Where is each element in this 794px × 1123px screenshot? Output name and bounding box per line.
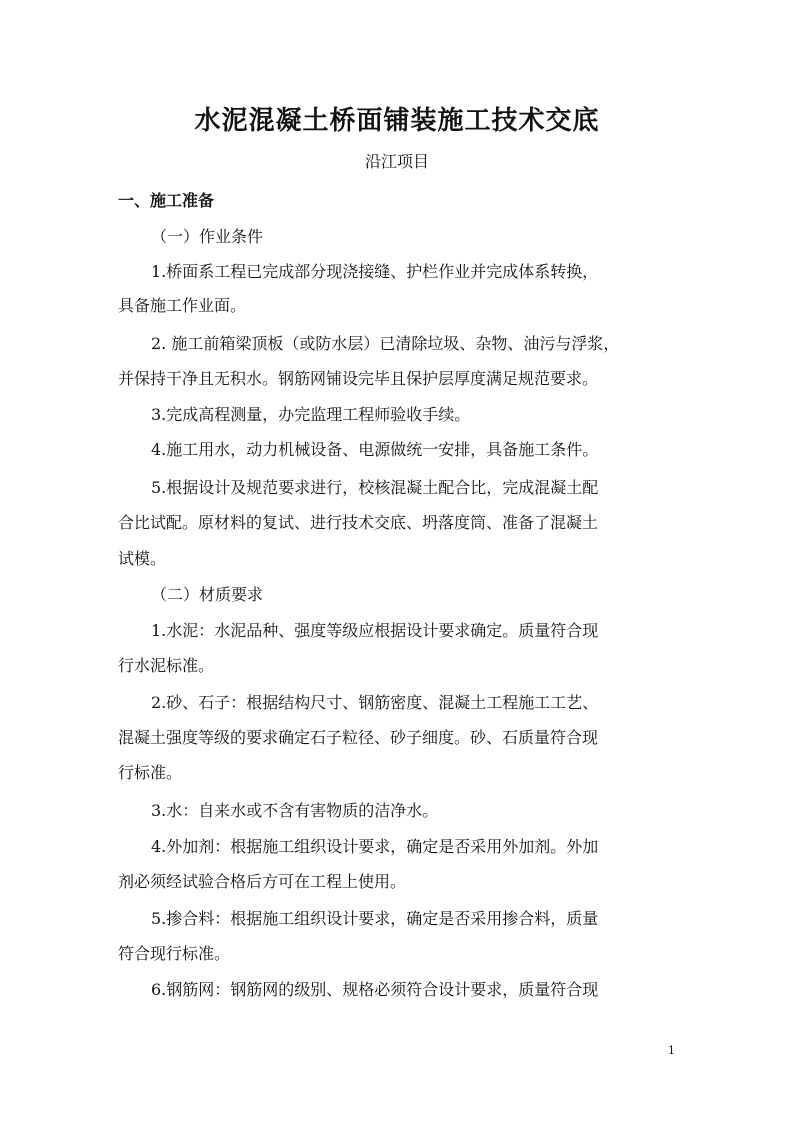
paragraph-line: 混凝土强度等级的要求确定石子粒径、砂子细度。砂、石质量符合现 (118, 728, 599, 747)
subsection-heading: （一）作业条件 (151, 227, 264, 246)
paragraph-line: 剂必须经试验合格后方可在工程上使用。 (118, 872, 407, 891)
paragraph-line: 1.桥面系工程已完成部分现浇接缝、护栏作业并完成体系转换， (151, 262, 599, 281)
paragraph-line: 3.水：自来水或不含有害物质的洁净水。 (151, 801, 439, 820)
subsection-heading: （二）材质要求 (151, 585, 264, 604)
document-subtitle: 沿江项目 (364, 152, 429, 171)
paragraph-line: 5.根据设计及规范要求进行，校核混凝土配合比，完成混凝土配 (151, 478, 599, 497)
paragraph-line: 符合现行标准。 (118, 944, 231, 963)
paragraph-line: 并保持干净且无积水。钢筋网铺设完毕且保护层厚度满足规范要求。 (118, 369, 599, 388)
paragraph-line: 3.完成高程测量，办完监理工程师验收手续。 (151, 405, 471, 424)
paragraph-line: 5.掺合料：根据施工组织设计要求，确定是否采用掺合料，质量 (151, 909, 599, 928)
paragraph-line: 合比试配。原材料的复试、进行技术交底、坍落度筒、准备了混凝土 (118, 513, 599, 532)
paragraph-line: 4.外加剂：根据施工组织设计要求，确定是否采用外加剂。外加 (151, 837, 599, 856)
paragraph-line: 2. 施工前箱梁顶板（或防水层）已清除垃圾、杂物、油污与浮浆， (151, 334, 620, 353)
section-heading: 一、施工准备 (118, 191, 215, 210)
document-title: 水泥混凝土桥面铺装施工技术交底 (194, 106, 600, 136)
paragraph-line: 行水泥标准。 (118, 656, 215, 675)
paragraph-line: 6.钢筋网：钢筋网的级别、规格必须符合设计要求，质量符合现 (151, 980, 599, 999)
paragraph-line: 具备施工作业面。 (118, 296, 247, 315)
paragraph-line: 4.施工用水，动力机械设备、电源做统一安排，具备施工条件。 (151, 440, 599, 459)
paragraph-line: 行标准。 (118, 763, 183, 782)
paragraph-line: 2.砂、石子：根据结构尺寸、钢筋密度、混凝土工程施工工艺、 (151, 693, 599, 712)
page-number: 1 (668, 1044, 675, 1057)
paragraph-line: 试模。 (118, 549, 167, 568)
paragraph-line: 1.水泥：水泥品种、强度等级应根据设计要求确定。质量符合现 (151, 621, 599, 640)
